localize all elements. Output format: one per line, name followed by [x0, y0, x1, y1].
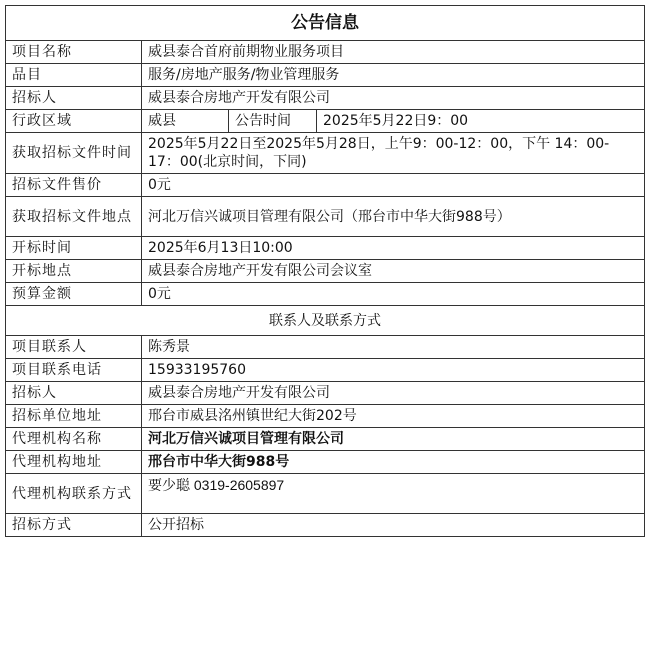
project-phone-label: 项目联系电话 — [6, 359, 142, 382]
project-name-label: 项目名称 — [6, 41, 142, 64]
open-place-label: 开标地点 — [6, 260, 142, 283]
announce-time-value: 2025年5月22日9：00 — [317, 110, 645, 133]
region-value: 威县 — [142, 110, 229, 133]
table-row — [6, 174, 645, 197]
announce-time-label: 公告时间 — [229, 110, 317, 133]
table-title: 公告信息 — [6, 6, 645, 41]
budget-value: 0元 — [142, 283, 645, 306]
table-row — [6, 87, 645, 110]
contact-tenderer-label: 招标人 — [6, 382, 142, 405]
agency-address-label: 代理机构地址 — [6, 451, 142, 474]
table-row — [6, 41, 645, 64]
agency-name-value: 河北万信兴诚项目管理有限公司 — [142, 428, 645, 451]
doc-place-label: 获取招标文件地点 — [6, 197, 142, 237]
tenderer-label: 招标人 — [6, 87, 142, 110]
table-row — [6, 514, 645, 537]
table-row — [6, 283, 645, 306]
doc-price-value: 0元 — [142, 174, 645, 197]
category-label: 品目 — [6, 64, 142, 87]
tenderer-address-label: 招标单位地址 — [6, 405, 142, 428]
agency-contact-value: 要少聪 0319-2605897 — [142, 474, 645, 514]
notice-table — [5, 5, 645, 537]
category-value: 服务/房地产服务/物业管理服务 — [142, 64, 645, 87]
tenderer-address-value: 邢台市威县洺州镇世纪大街202号 — [142, 405, 645, 428]
project-name-value: 威县泰合首府前期物业服务项目 — [142, 41, 645, 64]
project-contact-value: 陈秀景 — [142, 336, 645, 359]
doc-time-value: 2025年5月22日至2025年5月28日，上午9：00-12：00，下午 14：00-17：00(北京时间，下同) — [142, 133, 645, 174]
table-row — [6, 260, 645, 283]
table-row — [6, 336, 645, 359]
tenderer-value: 威县泰合房地产开发有限公司 — [142, 87, 645, 110]
agency-contact-label: 代理机构联系方式 — [6, 474, 142, 514]
budget-label: 预算金额 — [6, 283, 142, 306]
table-row — [6, 133, 645, 174]
project-contact-label: 项目联系人 — [6, 336, 142, 359]
region-label: 行政区域 — [6, 110, 142, 133]
table-row — [6, 64, 645, 87]
table-row — [6, 197, 645, 237]
contact-section-heading: 联系人及联系方式 — [6, 306, 645, 336]
table-row — [6, 474, 645, 514]
table-row — [6, 382, 645, 405]
agency-name-label: 代理机构名称 — [6, 428, 142, 451]
table-row — [6, 405, 645, 428]
tender-method-label: 招标方式 — [6, 514, 142, 537]
table-row — [6, 359, 645, 382]
table-row — [6, 237, 645, 260]
open-time-value: 2025年6月13日10:00 — [142, 237, 645, 260]
doc-time-label: 获取招标文件时间 — [6, 133, 142, 174]
open-time-label: 开标时间 — [6, 237, 142, 260]
contact-tenderer-value: 威县泰合房地产开发有限公司 — [142, 382, 645, 405]
tender-method-value: 公开招标 — [142, 514, 645, 537]
project-phone-value: 15933195760 — [142, 359, 645, 382]
open-place-value: 威县泰合房地产开发有限公司会议室 — [142, 260, 645, 283]
doc-place-value: 河北万信兴诚项目管理有限公司（邢台市中华大街988号） — [142, 197, 645, 237]
table-row — [6, 451, 645, 474]
table-row — [6, 110, 645, 133]
doc-price-label: 招标文件售价 — [6, 174, 142, 197]
agency-address-value: 邢台市中华大街988号 — [142, 451, 645, 474]
table-row — [6, 428, 645, 451]
